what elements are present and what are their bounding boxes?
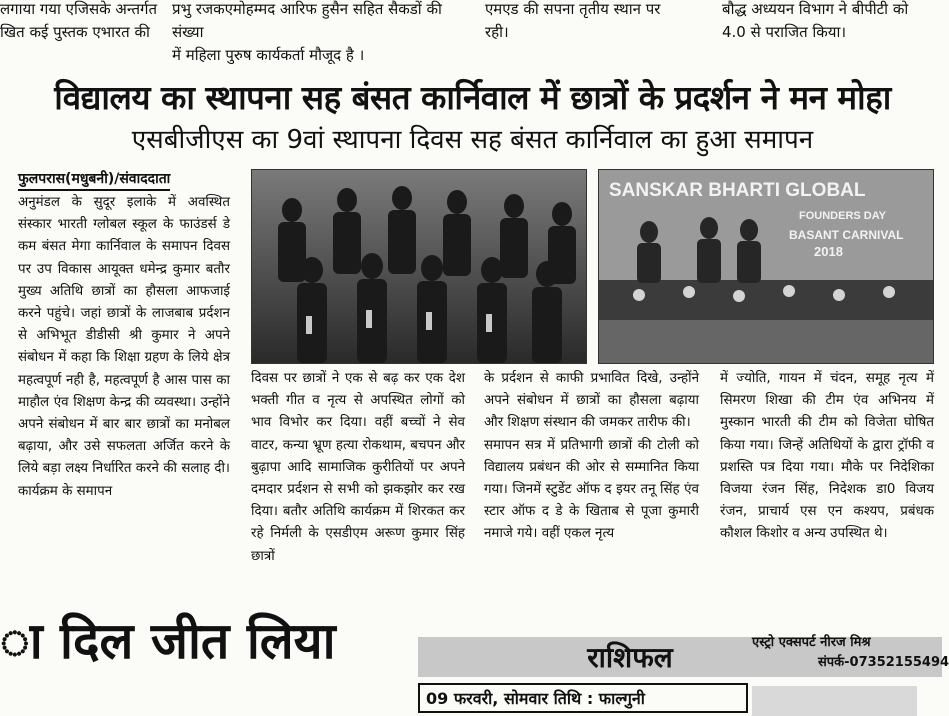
bottom-headline-fragment: ा दिल जीत लिया <box>0 612 336 670</box>
astro-contact: संपर्क-07352155494 <box>818 655 949 670</box>
banner-line-1: SANSKAR BHARTI GLOBAL <box>609 180 866 201</box>
rashifal-title: राशिफल <box>587 641 673 674</box>
banner-line-3: BASANT CARNIVAL <box>789 228 904 242</box>
students-group-photo <box>251 169 587 364</box>
rashifal-date-box: 09 फरवरी, सोमवार तिथि : फाल्गुनी <box>418 683 748 713</box>
carnival-stage-photo <box>598 169 934 364</box>
article-column-3: के प्रर्दशन से काफी प्रभावित दिखे, उन्होंने अपने संबोधन में छात्रों का हौसला बढ़ाया और शिक्षण संस्थान की जमकर तारीफ की। समापन सत्र में प्रतिभागी छात्रों की टोली को विद्यालय प्रबंधन की ओर से सम्मानित किया गया। जिनमें स्टुडेंट ऑफ द इयर तनू सिंह एंव स्टार ऑफ द डे के खिताब से पूजा कुमारी नमाजे गये। वहीं एकल नृत्य <box>484 371 699 542</box>
article-byline: फुलपरास(मधुबनी)/संवाददाता <box>18 170 170 191</box>
banner-line-2: FOUNDERS DAY <box>799 210 886 222</box>
top-fragment-col3: एमएड की सपना तृतीय स्थान पर रही। <box>485 0 661 41</box>
students-group-image <box>252 170 586 363</box>
top-fragment-col2: प्रभु रजकएमोहम्मद आरिफ हुसैन सहित सैकडों की संख्या में महिला पुरुष कार्यकर्ता मौजूद है । <box>172 0 442 64</box>
article-column-1: अनुमंडल के सुदूर इलाके में अवस्थित संस्कार भारती ग्लोबल स्कूल के फाउंडर्स डे कम बंसत मेगा कार्निवाल के समापन दिवस पर उप विकास आयूक्त धमेन्द्र कुमार बतौर मुख्य अतिथि छात्रों का हौसला आफजाई करने पहुंचे। जहां छात्रों के लाजबाब प्रर्दशन से अभिभूत डीडीसी श्री कुमार ने अपने संबोधन में कहा कि शिक्षा ग्रहण के लिये क्षेत्र महत्वपूर्ण नही है, महत्वपूर्ण है आस पास का माहौल एंव शिक्षण केन्द्र की व्यवस्था। उन्होंने अपने संबोधन में बार बार छात्रों का मनोबल बढ़ाया, और उसे सफलता अर्जित करने के लिये बड़ा लक्ष्य निर्धारित करने की सलाह दी। कार्यक्रम के समापन <box>18 195 230 499</box>
astro-name: एस्ट्रो एक्सपर्ट नीरज मिश्र <box>752 635 871 650</box>
article-subheadline: एसबीजीएस का 9वां स्थापना दिवस सह बंसत कार्निवाल का हुआ समापन <box>131 125 814 155</box>
top-fragment-col4: बौद्ध अध्ययन विभाग ने बीपीटी को 4.0 से पराजित किया। <box>722 0 909 41</box>
astrologer-photo <box>752 686 917 716</box>
article-column-4: में ज्योति, गायन में चंदन, समूह नृत्य में सिमरण शिखा की टीम एंव अभिनय में मुस्कान भारती की टीम को विजेता घोषित किया गया। जिन्हें अतिथियों के द्वारा ट्रॉफी व प्रशस्ति पत्र दिया गया। मौके पर निदेशिका विजया रंजन सिंह, निदेशक डा0 विजय रंजन, प्राचार्य एस एन कश्यप, प्रबंधक कौशल किशोर व अन्य उपस्थित थे। <box>720 371 934 542</box>
article-headline: विद्यालय का स्थापना सह बंसत कार्निवाल में छात्रों के प्रदर्शन ने मन मोहा <box>54 78 891 117</box>
article-column-2: दिवस पर छात्रों ने एक से बढ़ कर एक देश भक्ती गीत व नृत्य से अपस्थित लोगों को भाव विभोर कर दिया। वहीं बच्चों ने सेव वाटर, कन्या भ्रूण हत्या रोकथाम, बचपन और बुढ़ापा आदि सामाजिक कुरीतियों पर अपने दमदार प्रर्दशन से सभी को झकझोर कर रख दिया। बतौर अतिथि कार्यक्रम में शिरकत कर रहे निर्मली के एसडीएम अरूण कुमार सिंह छात्रों <box>251 371 465 564</box>
top-fragment-col1: लगाया गया एजिसके अन्तर्गत खित कई पुस्तक एभारत की <box>0 0 158 41</box>
banner-line-4: 2018 <box>814 244 843 259</box>
